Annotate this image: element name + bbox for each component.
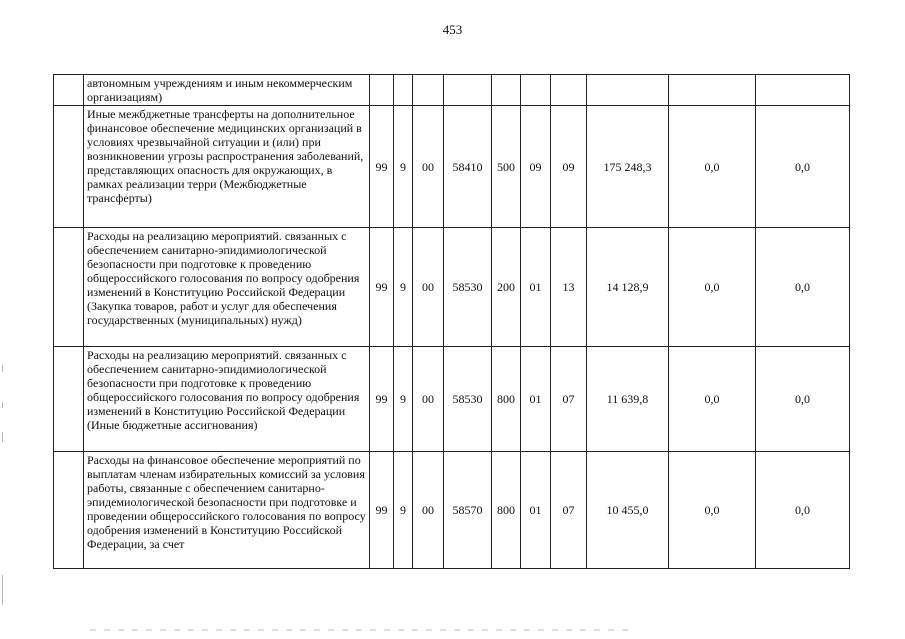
section-cell: 01 (521, 228, 551, 347)
subsection-cell (551, 75, 587, 106)
scan-margin-mark (2, 402, 3, 408)
index-cell (54, 347, 84, 452)
section-cell (521, 75, 551, 106)
direction-code-cell: 58570 (444, 452, 492, 569)
direction-code-cell: 58530 (444, 347, 492, 452)
budget-table (53, 74, 850, 569)
direction-code-cell: 58410 (444, 106, 492, 228)
amount-cell (587, 75, 669, 106)
index-cell (54, 452, 84, 569)
measure-code-cell: 00 (413, 452, 444, 569)
amount-year2-cell: 0,0 (669, 106, 756, 228)
measure-code-cell (413, 75, 444, 106)
subsection-cell: 07 (551, 452, 587, 569)
amount-year3-cell: 0,0 (756, 106, 850, 228)
expense-type-cell: 800 (492, 347, 521, 452)
section-cell: 01 (521, 452, 551, 569)
table-row (54, 347, 850, 452)
subprogram-code-cell: 9 (394, 347, 413, 452)
measure-code-cell: 00 (413, 106, 444, 228)
amount-cell: 175 248,3 (587, 106, 669, 228)
table-row (54, 106, 850, 228)
measure-code-cell: 00 (413, 347, 444, 452)
scan-margin-mark (2, 432, 3, 442)
index-cell (54, 75, 84, 106)
expense-type-cell: 200 (492, 228, 521, 347)
description-cell: Расходы на реализацию мероприятий. связанных с обеспечением санитарно-эпидимиологической безопасности при подготовке к проведению общероссийского голосования по вопросу одобрения изменений в Конституцию Российской Федерации (Закупка товаров, работ и услуг для обеспечения государственных (муниципальных) нужд) (84, 228, 370, 347)
subsection-cell: 09 (551, 106, 587, 228)
description-cell: Расходы на финансовое обеспечение мероприятий по выплатам членам избирательных комиссий за условия работы, связанные с обеспечением санитарно-эпидемиологической безопасности при подготовке и проведении общероссийского голосования по вопросу одобрения изменений в Конституцию Российской Федерации, за счет (84, 452, 370, 569)
amount-year3-cell: 0,0 (756, 228, 850, 347)
direction-code-cell: 58530 (444, 228, 492, 347)
program-code-cell (370, 75, 394, 106)
subprogram-code-cell: 9 (394, 106, 413, 228)
measure-code-cell: 00 (413, 228, 444, 347)
table-row (54, 228, 850, 347)
subsection-cell: 13 (551, 228, 587, 347)
table-row (54, 452, 850, 569)
amount-year2-cell: 0,0 (669, 452, 756, 569)
program-code-cell: 99 (370, 228, 394, 347)
table-row (54, 75, 850, 106)
program-code-cell: 99 (370, 347, 394, 452)
expense-type-cell (492, 75, 521, 106)
index-cell (54, 106, 84, 228)
description-cell: Иные межбджетные трансферты на дополнительное финансовое обеспечение медицинских организаций в условиях чрезвычайной ситуации и (или) при возникновении угрозы распространения заболеваний, представляющих опасность для окружающих, в рамках реализации терри (Межбюджетные трансферты) (84, 106, 370, 228)
amount-year2-cell: 0,0 (669, 347, 756, 452)
amount-year2-cell (669, 75, 756, 106)
index-cell (54, 228, 84, 347)
section-cell: 01 (521, 347, 551, 452)
amount-year2-cell: 0,0 (669, 228, 756, 347)
page-number: 453 (442, 22, 463, 37)
direction-code-cell (444, 75, 492, 106)
scan-margin-mark (2, 575, 3, 605)
expense-type-cell: 500 (492, 106, 521, 228)
amount-cell: 11 639,8 (587, 347, 669, 452)
amount-cell: 14 128,9 (587, 228, 669, 347)
subprogram-code-cell: 9 (394, 452, 413, 569)
amount-year3-cell: 0,0 (756, 452, 850, 569)
scan-bleed-through (90, 629, 630, 631)
amount-year3-cell: 0,0 (756, 347, 850, 452)
program-code-cell: 99 (370, 106, 394, 228)
description-cell: Расходы на реализацию мероприятий. связанных с обеспечением санитарно-эпидимиологической безопасности при подготовке к проведению общероссийского голосования по вопросу одобрения изменений в Конституцию Российской Федерации (Иные бюджетные ассигнования) (84, 347, 370, 452)
program-code-cell: 99 (370, 452, 394, 569)
subprogram-code-cell (394, 75, 413, 106)
subprogram-code-cell: 9 (394, 228, 413, 347)
expense-type-cell: 800 (492, 452, 521, 569)
amount-year3-cell (756, 75, 850, 106)
scan-margin-mark (2, 365, 3, 372)
section-cell: 09 (521, 106, 551, 228)
amount-cell: 10 455,0 (587, 452, 669, 569)
description-cell: автономным учреждениям и иным некоммерческим организациям) (84, 75, 370, 106)
subsection-cell: 07 (551, 347, 587, 452)
